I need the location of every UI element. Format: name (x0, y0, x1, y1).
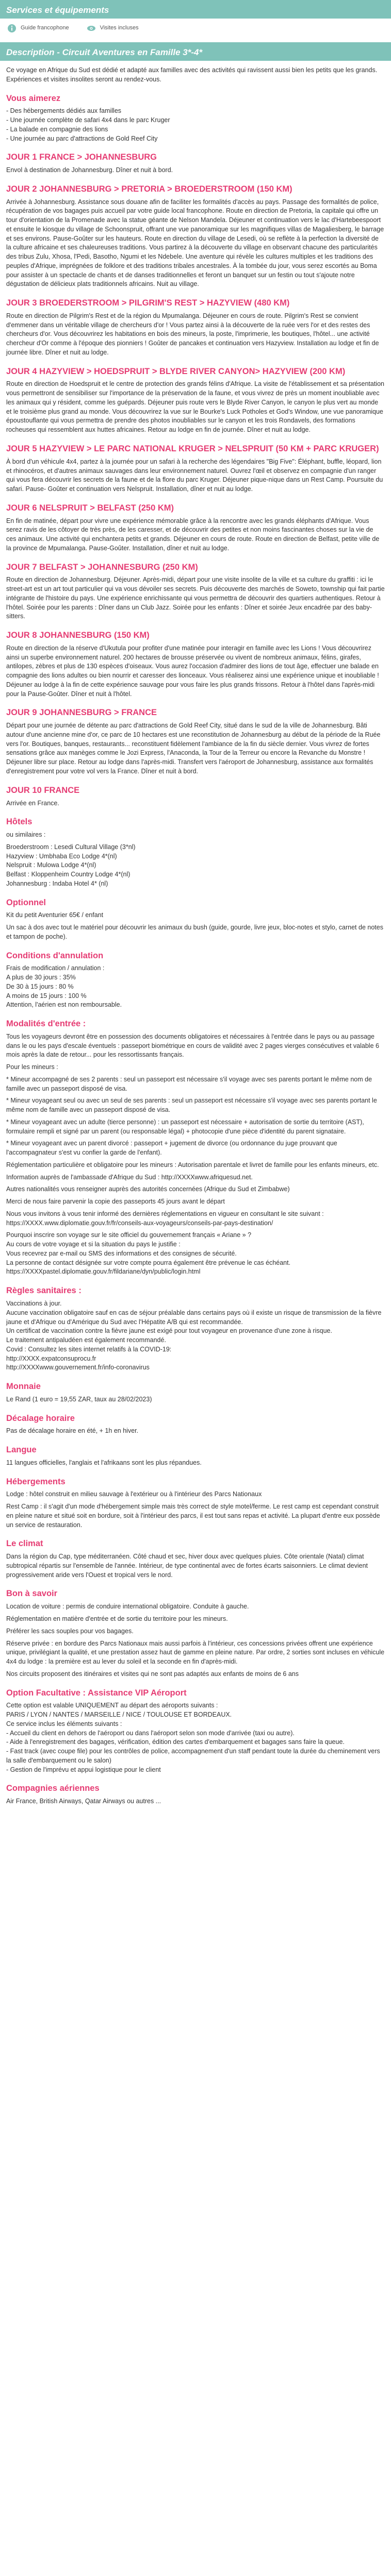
option-line: - Fast track (avec coupe file) pour les contrôles de police, accompagnement d'un staff pendant toute la durée du cheminement vers la salle d'embarquement ou le salon) (6, 1748, 380, 1764)
day-7-title: JOUR 7 BELFAST > JOHANNESBURG (250 KM) (6, 562, 198, 572)
sanitaires-list (6, 1299, 385, 1372)
langue-title: Langue (6, 1445, 37, 1455)
bon-savoir-title: Bon à savoir (6, 1589, 58, 1599)
hotel-item: Johannesburg : Indaba Hotel 4* (nl) (6, 879, 108, 887)
optionnel-line: Un sac à dos avec tout le matériel pour découvrir les animaux du bush (guide, gourde, livre jeux, bloc-notes et stylo, carnet de notes et tampon de poche). (6, 924, 383, 940)
modalites-line: Pourquoi inscrire son voyage sur le site officiel du gouvernement français « Ariane » ? (6, 1231, 252, 1239)
optionnel-title: Optionnel (6, 897, 46, 907)
decalage-title: Décalage horaire (6, 1413, 75, 1423)
conditions-line: De 30 à 15 jours : 80 % (6, 982, 74, 990)
day-4-title: JOUR 4 HAZYVIEW > HOEDSPRUIT > BLYDE RIVER CANYON> HAZYVIEW (200 KM) (6, 366, 346, 376)
services-list (0, 19, 391, 40)
conditions-title: Conditions d'annulation (6, 951, 104, 960)
sanitaires-line: Aucune vaccination obligatoire sauf en cas de séjour préalable dans certains pays où il existe un risque de transmission de la fièvre jaune et d'Afrique ou d'Amérique du Sud avec l'Hépatite A/B qui est recommandée. (6, 1309, 382, 1326)
modalites-line: Réglementation particulière et obligatoire pour les mineurs : Autorisation parentale et livret de famille pour les enfants mineurs, etc. (6, 1161, 379, 1168)
day-5-title: JOUR 5 HAZYVIEW > LE PARC NATIONAL KRUGER > NELSPRUIT (50 KM + PARC KRUGER) (6, 444, 379, 453)
sanitaires-link[interactable]: http://XXXXwww.gouvernement.fr/info-coronavirus (6, 1364, 150, 1371)
conditions-line: A plus de 30 jours : 35% (6, 974, 76, 981)
ariane-list (6, 1231, 385, 1277)
sanitaires-line: Vaccinations à jour. (6, 1300, 62, 1307)
list-item: - Une journée complète de safari 4x4 dans le parc Kruger (6, 116, 170, 124)
option-facultative-list (6, 1701, 385, 1774)
day-8-text: Route en direction de la réserve d'Ukutula pour profiter d'une matinée pour interagir en famille avec les Lions ! Vous découvrirez ainsi un superbe environnement naturel. 200 hectares de brousse préservée ou vivent de nombreux animaux, félins, girafes, antilopes, zèbres et plus de 130 espèces d'oiseaux. Vous aurez l'occasion d'admirer des lions de tout âge, effectuer une balade en compagnie des lions adultes ou bien nourrir et caresser des lionceaux. Vous réaliserez ainsi une expérience unique et inoubliable ! Déjeuner au lodge à la fin de cette expérience sauvage pour vous faire les plus grands frissons. Retour à l'hôtel dans l'après-midi pour la Pause-Goûter. Dîner et nuit à l'hôtel. (6, 644, 379, 698)
intro-text: Ce voyage en Afrique du Sud est dédié et adapté aux familles avec des activités qui ravissent aussi bien les petits que les grands. Expériences et visites insolites seront au rendez-vous. (6, 66, 378, 83)
bon-savoir-line: Nos circuits proposent des itinéraires et visites qui ne sont pas adaptés aux enfants de moins de 6 ans (6, 1670, 299, 1677)
modalites-line: Information auprès de l'ambassade d'Afrique du Sud : http://XXXXwww.afriquesud.net. (6, 1173, 253, 1181)
monnaie-title: Monnaie (6, 1382, 41, 1391)
option-line: Ce service inclus les éléments suivants : (6, 1720, 122, 1727)
day-1-text: Envol à destination de Johannesburg. Dîner et nuit à bord. (6, 166, 173, 174)
hotel-item: Broederstroom : Lesedi Cultural Village (3*nl) (6, 843, 136, 851)
optionnel-line: Kit du petit Aventurier 65€ / enfant (6, 911, 104, 919)
monnaie-text: Le Rand (1 euro = 19,55 ZAR, taux au 28/02/2023) (6, 1395, 152, 1403)
vous-aimerez-list (6, 107, 385, 143)
climat-line: Dans la région du Cap, type méditerranéen. Côté chaud et sec, hiver doux avec quelques pluies. Côte orientale (Natal) climat subtropical répartis sur l'ensemble de l'année. Intérieur, de type continental avec de fortes écarts saisonniers. Le climat devient progressivement aride vers l'Ouest et tropical vers le nord. (6, 1553, 368, 1579)
modalites-line: Pour les mineurs : (6, 1063, 58, 1071)
services-header (0, 0, 391, 19)
day-2-text: Arrivée à Johannesburg. Assistance sous douane afin de faciliter les formalités d'accès au pays. Passage des formalités de police, récupération de vos bagages puis accueil par votre guide local francophone. Route en direction de Pretoria, la capitale qui offre un tour d'orientation de la Promenade avec la statue géante de Nelson Mandela. Déjeuner et continuation vers le lac d'Hartebeespoort et ensuite le kiosque du village de Schoonspruit, offrant une vue panoramique sur les magnifiques villas de Magaliesberg, le barrage et ses environs. Pause-Goûter sur les hauteurs. Route en direction du village de Lesedi, où se reflète à la perfection la diversité de la culture africaine et ses chaleureuses traditions. Vous partirez à la découverte du village en observant chacune des particularités des tribus Zulu, Xhosa, l'Pedi, Basotho, Ngumi et les Ndebele. Une aventure qui révèle les cultures multiples et les traditions des peuples d'Afrique, imprégnées de folklore et des traditions tribales ancestrales. À la tombée du jour, vous serez escortés au Boma pour assister à un spectacle de chants et de danses traditionnelles et feront un banquet sur un festin ou tout s'ajoute notre dégustation de délicieux plats traditionnels africains. Nuit au village. (6, 198, 384, 288)
day-3-text: Route en direction de Pilgrim's Rest et de la région du Mpumalanga. Déjeuner en cours de route. Pilgrim's Rest se convient d'emmener dans un véritable village de chercheurs d'or ! Vous partez ainsi à la découverte de la ruée vers l'or et des restes des chercheurs d'or. Vous découvrirez les habitations en bois des mineurs, la poste, l'imprimerie, les boutiques, l'hôtel... une activité chercheur d'Or comme à l'époque des pionniers ! Goûter de pancakes et continuation vers Hazyview. Installation au lodge et fin de journée libre. Dîner et nuit au lodge. (6, 312, 379, 356)
sanitaires-line: Covid : Consultez les sites internet relatifs à la COVID-19: (6, 1345, 172, 1353)
option-line: Cette option est valable UNIQUEMENT au départ des aéroports suivants : (6, 1702, 218, 1709)
option-line: - Accueil du client en dehors de l'aéroport ou dans l'aéroport selon son mode d'arrivée (taxi ou autre). (6, 1729, 295, 1737)
option-facultative-title: Option Facultative : Assistance VIP Aéroport (6, 1688, 187, 1698)
day-3-title: JOUR 3 BROEDERSTROOM > PILGRIM'S REST > HAZYVIEW (480 KM) (6, 298, 290, 308)
sanitaires-link[interactable]: http://XXXX.expatconsuprocu.fr (6, 1354, 96, 1362)
service-guide-label: Guide francophone (21, 25, 69, 31)
modalites-line: * Mineur accompagné de ses 2 parents : seul un passeport est nécessaire s'il voyage avec ses parents portant le même nom de famille avec un passeport disposé de visa. (6, 1075, 372, 1092)
day-1-title: JOUR 1 FRANCE > JOHANNESBURG (6, 152, 157, 162)
description-title: Description - Circuit Aventures en Famille 3*-4* (6, 47, 203, 57)
hotels-intro: ou similaires : (6, 831, 46, 839)
day-2-title: JOUR 2 JOHANNESBURG > PRETORIA > BROEDERSTROOM (150 KM) (6, 184, 292, 194)
service-guide (7, 24, 69, 33)
services-title: Services et équipements (6, 5, 109, 15)
hotels-list (6, 843, 385, 889)
info-guide-icon (7, 24, 17, 33)
decalage-text: Pas de décalage horaire en été, + 1h en hiver. (6, 1427, 139, 1435)
option-line: - Gestion de l'imprévu et appui logistique pour le client (6, 1766, 161, 1773)
hotels-title: Hôtels (6, 817, 32, 827)
day-6-title: JOUR 6 NELSPRUIT > BELFAST (250 KM) (6, 503, 174, 513)
modalites-title: Modalités d'entrée : (6, 1019, 86, 1029)
conditions-list (6, 964, 385, 1010)
option-line: PARIS / LYON / NANTES / MARSEILLE / NICE / TOULOUSE ET BORDEAUX. (6, 1711, 232, 1719)
hebergements-line: Lodge : hôtel construit en milieu sauvage à l'extérieur ou à l'intérieur des Parcs Nationaux (6, 1490, 262, 1498)
eye-visit-icon (87, 24, 96, 33)
modalites-line: Au cours de votre voyage et si la situation du pays le justifie : (6, 1241, 181, 1248)
description-content (0, 61, 391, 1820)
modalites-line: Merci de nous faire parvenir la copie des passeports 45 jours avant le départ (6, 1198, 225, 1206)
day-8-title: JOUR 8 JOHANNESBURG (150 KM) (6, 631, 150, 640)
day-9-title: JOUR 9 JOHANNESBURG > FRANCE (6, 708, 157, 718)
ariane-link[interactable]: https://XXXXpastel.diplomatie.gouv.fr/fildariane/dyn/public/login.html (6, 1268, 201, 1276)
day-4-text: Route en direction de Hoedspruit et le centre de protection des grands félins d'Afrique. La visite de l'établissement et sa présentation vous permettront de sensibiliser sur l'importance de la préservation de la faune, et vous vivrez de près un moment inoubliable avec les animaux qui y résident, comme les guépards. Déjeuner puis route vers le Blyde River Canyon, le canyon le plus vert au monde et le troisième plus grand au monde. Vous découvrirez la vue sur le Bourke's Luck Potholes et God's Window, une vue panoramique époustouflante qui vous permettra de prendre des photos inoubliables sur le canyon et les trois Rondavels, des formations rocheuses qui ressemblent aux huttes africaines. Retour au lodge en fin de journée. Dîner et nuit au lodge. (6, 380, 384, 434)
day-9-text: Départ pour une journée de détente au parc d'attractions de Gold Reef City, situé dans le sud de la ville de Johannesburg. Bâti autour d'une ancienne mine d'or, ce parc de 10 hectares est une reconstitution de Johannesburg au début de la période de la Ruée vers l'or. Boutiques, banques, restaurants... reconstituent fidèlement l'ambiance de la fin du siècle dernier. Vous vivrez de fortes sensations grâce aux manèges comme le Jozi Express, l'Anaconda, la Tour de la Terreur ou encore la Revanche du Monstre ! Déjeuner libre sur place. Retour au lodge dans l'après-midi. Transfert vers l'aéroport de Johannesburg, assistance aux formalités d'enregistrement pour votre vol vers la France. Dîner et nuit à bord. (6, 722, 381, 775)
hotel-item: Nelspruit : Mulowa Lodge 4*(nl) (6, 861, 96, 869)
sanitaires-line: Le traitement antipaludéen est également recommandé. (6, 1336, 166, 1344)
day-7-text: Route en direction de Johannesburg. Déjeuner. Après-midi, départ pour une visite insolite de la ville et sa culture du graffiti : ici le street-art est un art tout particulier qui va vous dévoiler ses secrets. Puis découverte des marchés de Soweto, township qui fait partie intégrante de l'histoire du pays. Une expérience enrichissante qui vous permettra de découvrir des quartiers authentiques. Retour à l'hôtel. Soirée pour les parents : Dîner dans un Club Jazz. Soirée pour les enfants : Dîner et soirée Jeux encadrée par des baby-sitters. (6, 576, 385, 620)
hebergements-title: Hébergements (6, 1477, 66, 1486)
modalites-line: La personne de contact désignée sur votre compte pourra également être prévenue le cas échéant. (6, 1259, 291, 1266)
hebergements-line: Rest Camp : il s'agit d'un mode d'hébergement simple mais très correct de style motel/ferme. Le rest camp est cependant construit en pleine nature et situé soit en bordure, soit à l'intérieur des parcs, il est tout sans repas et activité. La plupart d'entre eux possède un service de restauration. (6, 1503, 380, 1529)
day-6-text: En fin de matinée, départ pour vivre une expérience mémorable grâce à la rencontre avec les grands éléphants d'Afrique. Vous serez ravis de les côtoyer de très près, de les caresser, et de découvrir des petites et non moins fascinantes choses sur la vie de ces animaux. Une activité qui enchantera petits et grands. Déjeuner en cours de route. Route en direction de Belfast, petite ville de la province de Mpumalanga. Pause-Goûter. Installation, dîner et nuit au lodge. (6, 517, 380, 552)
conditions-line: Attention, l'aérien est non remboursable. (6, 1001, 122, 1009)
description-header (0, 42, 391, 61)
modalites-line: Tous les voyageurs devront être en possession des documents obligatoires et nécessaires à l'entrée dans le pays ou au passage dans le ou les pays d'escale éventuels : passeport biométrique en cours de validité avec 2 pages vierges consécutives et valable 6 mois après la date de retour... pour les ressortissants français. (6, 1032, 379, 1059)
bon-savoir-line: Réglementation en matière d'entrée et de sortie du territoire pour les mineurs. (6, 1615, 228, 1623)
vous-aimerez-title: Vous aimerez (6, 93, 61, 103)
conditions-line: Frais de modification / annulation : (6, 964, 105, 972)
modalites-line: Autres nationalités vous renseigner auprès des autorités concernées (Afrique du Sud et Zimbabwe) (6, 1185, 290, 1193)
day-5-text: À bord d'un véhicule 4x4, partez à la journée pour un safari à la recherche des légendaires "Big Five": Éléphant, buffle, léopard, lion et rhinocéros, et d'autres animaux sauvages dans leur environnement naturel. Ouvrez l'œil et observez en compagnie d'un ranger qui vous fera découvrir les secrets de la faune et de la flore du parc Kruger. Déjeuner pique-nique dans un Rest Camp. Poursuite du safari. Pause- Goûter et continuation vers Nelspruit. Installation, dîner et nuit au lodge. (6, 457, 383, 493)
list-item: - Des hébergements dédiés aux familles (6, 107, 122, 115)
modalites-line: Vous recevrez par e-mail ou SMS des informations et des consignes de sécurité. (6, 1249, 237, 1257)
modalites-line: Nous vous invitons à vous tenir informé des dernières réglementations en vigueur en consultant le site suivant : https://XXXX.www.diplomatie.gouv.fr/fr/conseils-aux-voyageurs/conseils-par-pays-destination/ (6, 1210, 324, 1227)
sanitaires-title: Règles sanitaires : (6, 1286, 82, 1296)
hotel-item: Hazyview : Umbhaba Eco Lodge 4*(nl) (6, 852, 117, 860)
bon-savoir-line: Préférer les sacs souples pour vos bagages. (6, 1627, 134, 1635)
modalites-line: * Mineur voyageant avec un parent divorcé : passeport + jugement de divorce (ou ordonnance du juge prouvant que l'accompagnateur s'est vu confier la garde de l'enfant). (6, 1140, 337, 1157)
hotel-item: Belfast : Kloppenheim Country Lodge 4*(nl) (6, 871, 131, 878)
modalites-line: * Mineur voyageant avec un adulte (tierce personne) : un passeport est nécessaire + autorisation de sortie du territoire (AST), formulaire rempli et signé par un parent (ou responsable légal) + photocopie d'une pièce d'identité du parent signataire. (6, 1118, 364, 1135)
day-10-title: JOUR 10 FRANCE (6, 785, 80, 795)
conditions-line: A moins de 15 jours : 100 % (6, 992, 87, 999)
day-10-text: Arrivée en France. (6, 799, 59, 807)
sanitaires-line: Un certificat de vaccination contre la fièvre jaune est exigé pour tout voyageur en provenance d'une zone à risque. (6, 1327, 332, 1335)
list-item: - Une journée au parc d'attractions de Gold Reef City (6, 134, 158, 142)
compagnies-title: Compagnies aériennes (6, 1784, 100, 1793)
option-line: - Aide à l'enregistrement des bagages, vérification, édition des cartes d'embarquement et bagages sans faire la queue. (6, 1738, 345, 1746)
list-item: - La balade en compagnie des lions (6, 125, 108, 133)
bon-savoir-line: Réserve privée : en bordure des Parcs Nationaux mais aussi parfois à l'intérieur, ces concessions privées offrent une expérience unique, privilégiant la qualité, et une prestation assez haut de gamme en pleine nature. Par ordre, 2 sorties sont incluses en véhicule 4x4 du lodge : la première est au lever du soleil et la seconde en fin d'après-midi. (6, 1639, 385, 1666)
modalites-line: * Mineur voyageant seul ou avec un seul de ses parents : seul un passeport est nécessaire s'il voyage avec ses parents portant le même nom de famille avec un passeport disposé de visa. (6, 1097, 377, 1114)
service-visits (87, 24, 139, 33)
bon-savoir-line: Location de voiture : permis de conduire international obligatoire. Conduite à gauche. (6, 1603, 249, 1611)
climat-title: Le climat (6, 1539, 43, 1549)
service-visits-label: Visites incluses (100, 25, 139, 31)
compagnies-text: Air France, British Airways, Qatar Airways ou autres ... (6, 1798, 161, 1805)
langue-text: 11 langues officielles, l'anglais et l'afrikaans sont les plus répandues. (6, 1459, 202, 1466)
